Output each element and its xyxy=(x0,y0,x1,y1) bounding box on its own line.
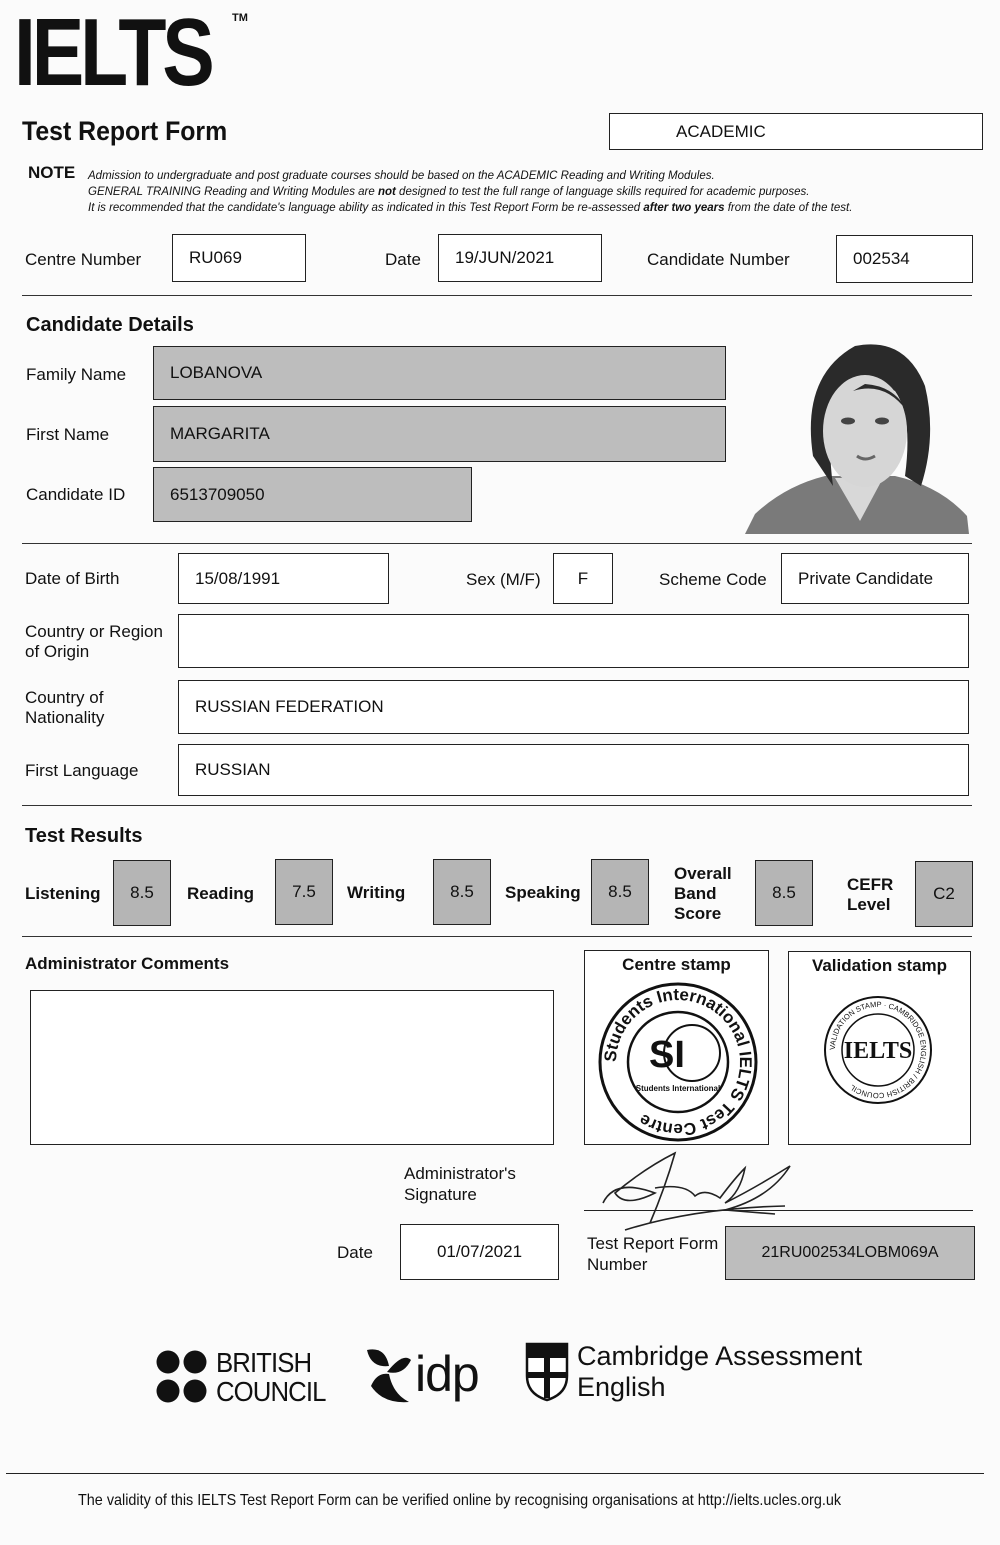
writing-label: Writing xyxy=(347,883,406,902)
family-name-value: LOBANOVA xyxy=(170,363,263,382)
centre-stamp-sub: Students International xyxy=(635,1084,721,1093)
test-date-field xyxy=(438,234,602,282)
speaking-score-value: 8.5 xyxy=(608,882,632,901)
family-name-field xyxy=(153,346,726,400)
nationality-field xyxy=(178,680,969,734)
scheme-code-label: Scheme Code xyxy=(659,570,767,589)
cambridge-shield-icon xyxy=(525,1342,569,1402)
cefr-label-line-1: CEFR xyxy=(847,875,894,894)
centre-number-field xyxy=(172,234,306,282)
reading-score xyxy=(275,859,333,925)
note-line-2 xyxy=(88,185,809,200)
test-date-label: Date xyxy=(385,250,421,269)
centre-stamp-box xyxy=(584,950,769,1145)
british-council-line-1: BRITISH xyxy=(216,1347,312,1378)
first-language-field xyxy=(178,744,969,796)
candidate-id-field xyxy=(153,467,472,522)
admin-date-label: Date xyxy=(337,1243,373,1262)
validation-ring-text: VALIDATION STAMP · CAMBRIDGE ENGLISH / BRITISH COUNCIL xyxy=(827,999,929,1101)
trf-label-line-2: Number xyxy=(587,1255,648,1274)
first-name-field xyxy=(153,406,726,462)
centre-stamp-ring-text: Students International IELTS Test Centre xyxy=(600,984,756,1140)
divider xyxy=(22,543,972,544)
verification-footer: The validity of this IELTS Test Report Form can be verified online by recognising organisations at http://ielts.ucles.org.uk xyxy=(78,1492,842,1509)
candidate-id-label: Candidate ID xyxy=(26,485,126,504)
british-council-line-2: COUNCIL xyxy=(216,1376,326,1407)
validation-stamp-box xyxy=(788,951,971,1145)
british-council-logo xyxy=(156,1348,335,1406)
overall-band-value: 8.5 xyxy=(772,883,796,902)
nationality-label xyxy=(25,688,104,728)
footer-divider xyxy=(6,1473,984,1474)
nationality-value: RUSSIAN FEDERATION xyxy=(195,697,384,716)
writing-score xyxy=(433,859,491,925)
admin-date-value: 01/07/2021 xyxy=(436,1242,523,1261)
note-line-3b: after two years xyxy=(643,202,725,214)
reading-label: Reading xyxy=(187,884,255,903)
note-line-3c: from the date of the test. xyxy=(724,202,853,214)
signature-label-line-1: Administrator's xyxy=(404,1164,516,1183)
validation-stamp-label: Validation stamp xyxy=(811,956,948,975)
signature-line xyxy=(584,1210,973,1211)
idp-leaf-icon xyxy=(363,1342,413,1406)
divider xyxy=(22,936,972,937)
overall-label-line-1: Overall xyxy=(674,864,732,883)
first-language-label: First Language xyxy=(25,761,139,780)
origin-label-line-2: of Origin xyxy=(25,642,90,661)
trf-number-label xyxy=(587,1233,718,1275)
scheme-code-value: Private Candidate xyxy=(798,568,934,588)
nationality-label-line-2: Nationality xyxy=(25,708,105,727)
note-line-2a: GENERAL TRAINING Reading and Writing Modules are xyxy=(88,186,378,198)
first-name-value: MARGARITA xyxy=(170,424,270,443)
cambridge-logo xyxy=(525,1341,862,1403)
overall-label-line-2: Band xyxy=(674,884,717,903)
trf-number-field xyxy=(725,1226,975,1280)
validation-stamp-seal xyxy=(822,994,934,1106)
ielts-logo: IELTS xyxy=(14,0,211,106)
trf-number-value: 21RU002534LOBM069A xyxy=(761,1244,939,1261)
overall-label-line-3: Score xyxy=(674,904,722,923)
candidate-photo xyxy=(745,336,969,534)
candidate-details-title: Candidate Details xyxy=(26,314,194,336)
note-line-2c: designed to test the full range of language skills required for academic purposes. xyxy=(395,186,810,198)
candidate-id-value: 6513709050 xyxy=(170,484,265,504)
candidate-number-value: 002534 xyxy=(853,249,910,268)
administrator-comments-label: Administrator Comments xyxy=(25,954,230,973)
dob-label: Date of Birth xyxy=(25,569,120,588)
test-results-title: Test Results xyxy=(25,825,143,847)
trf-label-line-1: Test Report Form xyxy=(587,1234,719,1253)
signature-label-line-2: Signature xyxy=(404,1185,477,1204)
candidate-number-field xyxy=(836,235,973,283)
trademark: TM xyxy=(232,12,248,24)
british-council-dots-icon xyxy=(156,1349,208,1405)
validation-stamp-logo: IELTS xyxy=(843,1038,913,1064)
administrator-comments-box xyxy=(30,990,554,1145)
centre-number-label: Centre Number xyxy=(25,250,142,269)
cefr-level xyxy=(915,861,973,927)
origin-label xyxy=(25,622,163,662)
note-label: NOTE xyxy=(28,163,76,182)
centre-number-value: RU069 xyxy=(189,248,242,267)
cambridge-line-1: Cambridge Assessment xyxy=(577,1341,863,1371)
family-name-label: Family Name xyxy=(26,365,127,384)
sex-value: F xyxy=(577,568,589,588)
dob-value: 15/08/1991 xyxy=(195,568,281,588)
sex-label: Sex (M/F) xyxy=(466,570,541,589)
overall-band-score xyxy=(755,860,813,926)
divider xyxy=(22,295,972,296)
scheme-code-field xyxy=(781,553,969,604)
form-title: Test Report Form xyxy=(22,116,228,146)
listening-label: Listening xyxy=(25,884,101,903)
admin-date-field xyxy=(400,1224,559,1280)
reading-score-value: 7.5 xyxy=(292,882,316,901)
cefr-label xyxy=(847,875,893,915)
listening-score xyxy=(113,860,171,926)
cambridge-line-2: English xyxy=(577,1372,666,1402)
first-name-label: First Name xyxy=(26,425,110,444)
centre-stamp-label: Centre stamp xyxy=(622,955,731,974)
cefr-label-line-2: Level xyxy=(847,895,891,914)
speaking-label: Speaking xyxy=(505,883,581,902)
centre-stamp-logo: SI xyxy=(649,1034,685,1076)
overall-band-label xyxy=(674,864,732,924)
divider xyxy=(22,805,972,806)
note-line-3 xyxy=(88,201,852,216)
idp-logo xyxy=(363,1342,479,1406)
administrator-signature-label xyxy=(404,1163,516,1205)
nationality-label-line-1: Country of xyxy=(25,688,104,707)
test-date-value: 19/JUN/2021 xyxy=(455,248,555,267)
note-line-2b: not xyxy=(377,186,396,198)
idp-text: idp xyxy=(415,1346,479,1402)
administrator-signature xyxy=(595,1148,805,1234)
writing-score-value: 8.5 xyxy=(450,882,474,901)
note-line-3a: It is recommended that the candidate's language ability as indicated in this Test Report Form be re-assessed xyxy=(88,202,644,214)
origin-label-line-1: Country or Region xyxy=(25,622,163,641)
module-box xyxy=(609,113,983,150)
dob-field xyxy=(178,553,389,604)
origin-field xyxy=(178,614,969,668)
listening-score-value: 8.5 xyxy=(130,883,154,902)
module-value: ACADEMIC xyxy=(676,121,766,141)
note-line-1: Admission to undergraduate and post graduate courses should be based on the ACADEMIC Reading and Writing Modules. xyxy=(88,170,715,182)
sex-field xyxy=(553,553,613,604)
centre-stamp-seal xyxy=(597,981,759,1143)
candidate-number-label: Candidate Number xyxy=(647,250,790,269)
cefr-level-value: C2 xyxy=(933,884,955,903)
speaking-score xyxy=(591,859,649,925)
first-language-value: RUSSIAN xyxy=(195,760,271,779)
